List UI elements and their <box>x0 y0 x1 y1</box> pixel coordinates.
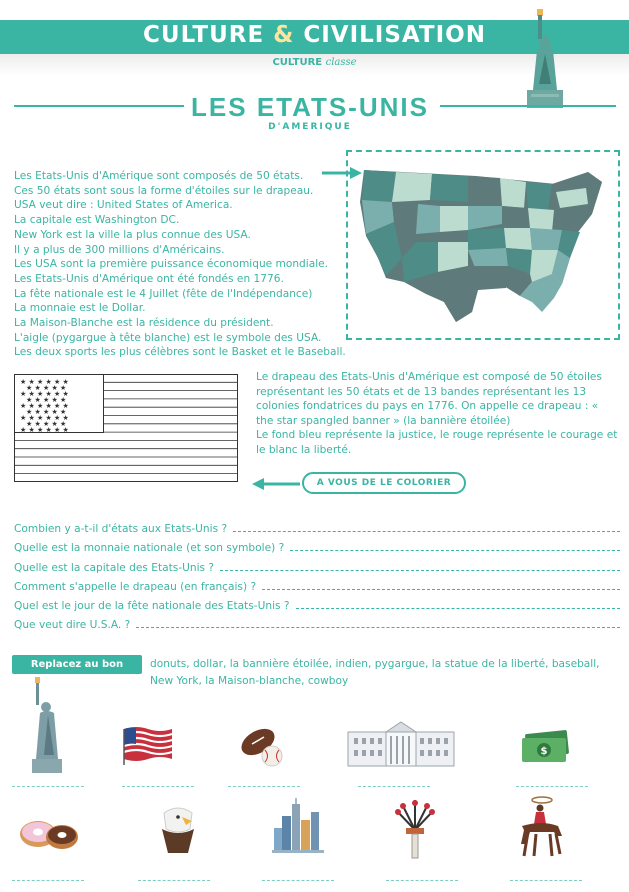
svg-text:★ ★ ★ ★ ★ ★: ★ ★ ★ ★ ★ ★ <box>20 390 69 398</box>
fact-line: Les Etats-Unis d'Amérique ont été fondés en 1776. <box>14 272 284 285</box>
answer-line[interactable] <box>136 618 620 628</box>
question-text: Comment s'appelle le drapeau (en français) ? <box>14 580 257 593</box>
american-flag-icon <box>122 725 174 765</box>
brand-culture: CULTURE <box>272 57 323 68</box>
question-text: Quel est le jour de la fête nationale des Etats-Unis ? <box>14 600 290 613</box>
fact-line: Les USA sont la première puissance économique mondiale. <box>14 258 329 271</box>
fact-line: La Maison-Blanche est la résidence du président. <box>14 317 274 330</box>
fact-line: La fête nationale est le 4 Juillet (fête de l'Indépendance) <box>14 287 313 300</box>
title-rule-right <box>440 105 616 107</box>
word-bank-line-1: donuts, dollar, la bannière étoilée, indien, pygargue, la statue de la liberté, baseball, <box>150 658 600 670</box>
brand-classe: classe <box>325 57 357 68</box>
question-text: Que veut dire U.S.A. ? <box>14 619 131 632</box>
svg-text:★ ★ ★ ★ ★: ★ ★ ★ ★ ★ <box>26 396 67 404</box>
header-title-civilisation: CIVILISATION <box>303 22 486 48</box>
football-and-baseball-icon <box>238 722 288 770</box>
svg-text:★ ★ ★ ★ ★: ★ ★ ★ ★ ★ <box>26 420 67 428</box>
fact-line: USA veut dire : United States of America. <box>14 199 233 212</box>
answer-line[interactable] <box>12 880 84 881</box>
svg-text:★ ★ ★ ★ ★ ★: ★ ★ ★ ★ ★ ★ <box>20 414 69 422</box>
flag-paragraph-1: Le drapeau des Etats-Unis d'Amérique est composé de 50 étoiles représentant les 50 états et de 13 bandes représentant les 13 colonies fondatrices du pays en 1776. On appelle ce drapeau : « the star spangled banner » (la bannière étoilée) <box>256 371 602 427</box>
answer-line[interactable] <box>233 522 620 532</box>
answer-line[interactable] <box>358 786 430 787</box>
fact-line: Ces 50 états sont sous la forme d'étoiles sur le drapeau. <box>14 184 314 197</box>
svg-text:★ ★ ★ ★ ★: ★ ★ ★ ★ ★ <box>26 384 67 392</box>
cowboy-icon <box>516 796 566 858</box>
question-row <box>14 541 620 560</box>
donuts-icon <box>18 818 80 852</box>
answer-line[interactable] <box>386 880 458 881</box>
fact-line: Les Etats-Unis d'Amérique sont composés de 50 états. <box>14 170 304 182</box>
answer-line[interactable] <box>516 786 588 787</box>
question-text: Quelle est la monnaie nationale (et son symbole) ? <box>14 542 285 555</box>
fact-line: La monnaie est le Dollar. <box>14 302 146 315</box>
answer-line[interactable] <box>262 880 334 881</box>
page-subtitle: D'AMERIQUE <box>268 122 352 132</box>
question-row <box>14 580 620 599</box>
answer-line[interactable] <box>12 786 84 787</box>
exercise-label: Replacez au bon endroit <box>12 655 142 674</box>
question-row <box>14 618 620 637</box>
header-title-amp: & <box>273 22 295 48</box>
question-text: Combien y a-t-il d'états aux Etats-Unis ? <box>14 523 228 535</box>
svg-text:★ ★ ★ ★ ★ ★: ★ ★ ★ ★ ★ ★ <box>20 378 69 386</box>
fact-line: La capitale est Washington DC. <box>14 214 180 227</box>
facts-list <box>14 169 344 360</box>
answer-line[interactable] <box>290 541 620 551</box>
bald-eagle-icon <box>158 805 198 855</box>
word-bank <box>150 656 620 690</box>
answer-line[interactable] <box>220 561 620 571</box>
svg-text:★ ★ ★ ★ ★ ★: ★ ★ ★ ★ ★ ★ <box>20 426 69 434</box>
question-row <box>14 561 620 580</box>
svg-text:★ ★ ★ ★ ★: ★ ★ ★ ★ ★ <box>26 408 67 416</box>
flag-coloring <box>14 374 238 482</box>
flag-description <box>256 370 618 457</box>
title-rule-left <box>14 105 184 107</box>
page-title: LES ETATS-UNIS <box>191 92 429 122</box>
question-text: Quelle est la capitale des Etats-Unis ? <box>14 561 215 574</box>
question-row <box>14 599 620 618</box>
arrow-left-icon <box>252 478 300 490</box>
flag-paragraph-2: Le fond bleu représente la justice, le rouge représente le courage et le blanc la liberté. <box>256 429 618 456</box>
header-title-culture: CULTURE <box>143 22 265 48</box>
fact-line: New York est la ville la plus connue des USA. <box>14 228 251 241</box>
white-house-icon <box>346 714 456 768</box>
fact-line: L'aigle (pygargue à tête blanche) est le symbole des USA. <box>14 331 322 344</box>
answer-line[interactable] <box>228 786 300 787</box>
new-york-skyline-icon <box>272 798 324 854</box>
native-headdress-icon <box>392 800 438 860</box>
dollar-bill-icon <box>520 730 570 764</box>
usa-map <box>356 162 614 330</box>
fact-line: Il y a plus de 300 millions d'Américains. <box>14 243 225 256</box>
questions-list <box>14 522 620 638</box>
color-it-badge: A VOUS DE LE COLORIER <box>302 472 466 494</box>
svg-text:★ ★ ★ ★ ★ ★: ★ ★ ★ ★ ★ ★ <box>20 402 69 410</box>
answer-line[interactable] <box>296 599 620 609</box>
answer-line[interactable] <box>122 786 194 787</box>
svg-text:$: $ <box>540 746 548 757</box>
answer-line[interactable] <box>138 880 210 881</box>
question-row <box>14 522 620 541</box>
statue-of-liberty-icon <box>515 2 575 108</box>
word-bank-line-2: New York, la Maison-blanche, cowboy <box>150 675 349 687</box>
answer-line[interactable] <box>510 880 582 881</box>
fact-line: Les deux sports les plus célèbres sont le Basket et le Baseball. <box>14 346 346 359</box>
statue-of-liberty-icon <box>26 675 70 775</box>
answer-line[interactable] <box>262 580 620 590</box>
